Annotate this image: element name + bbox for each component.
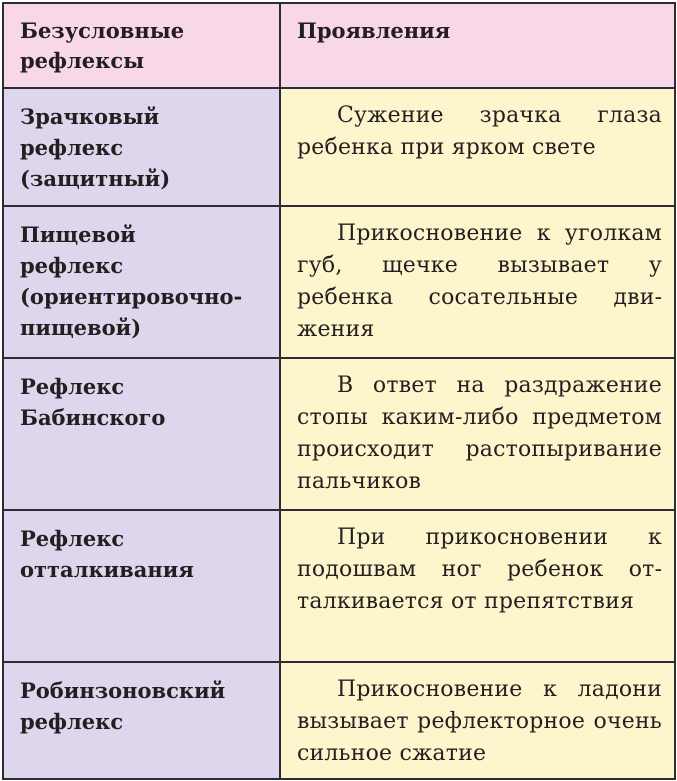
reflex-name-cell: Зрачковый рефлекс (защитный) — [3, 88, 280, 206]
reflex-name-cell: Пищевой рефлекс (ориентировочно- пищевой) — [3, 206, 280, 358]
reflex-description-cell: Сужение зрачка глаза ребенка при ярком свете — [280, 88, 675, 206]
header-reflexes: Безусловные рефлексы — [3, 3, 280, 88]
reflex-description-cell: В ответ на раздражение стопы каким-либо предметом происходит растопыривание пальчиков — [280, 358, 675, 510]
table-row — [3, 510, 675, 662]
table-row — [3, 662, 675, 779]
reflex-description-cell: Прикосновение к уголкам губ, щечке вызывает у ребенка сосательные движения — [280, 206, 675, 358]
reflex-description-cell: При прикосновении к подошвам ног ребенок отталкивается от препятствия — [280, 510, 675, 662]
reflex-name-cell: Робинзоновский рефлекс — [3, 662, 280, 779]
table-row — [3, 358, 675, 510]
table-header-row — [3, 3, 675, 88]
reflex-name-cell: Рефлекс Бабинского — [3, 358, 280, 510]
table-row — [3, 88, 675, 206]
reflex-description-cell: Прикосновение к ладони вызывает рефлекторное очень сильное сжатие — [280, 662, 675, 779]
reflex-name-cell: Рефлекс отталкивания — [3, 510, 280, 662]
reflexes-table — [2, 2, 676, 780]
table-row — [3, 206, 675, 358]
header-manifestations: Проявления — [280, 3, 675, 88]
